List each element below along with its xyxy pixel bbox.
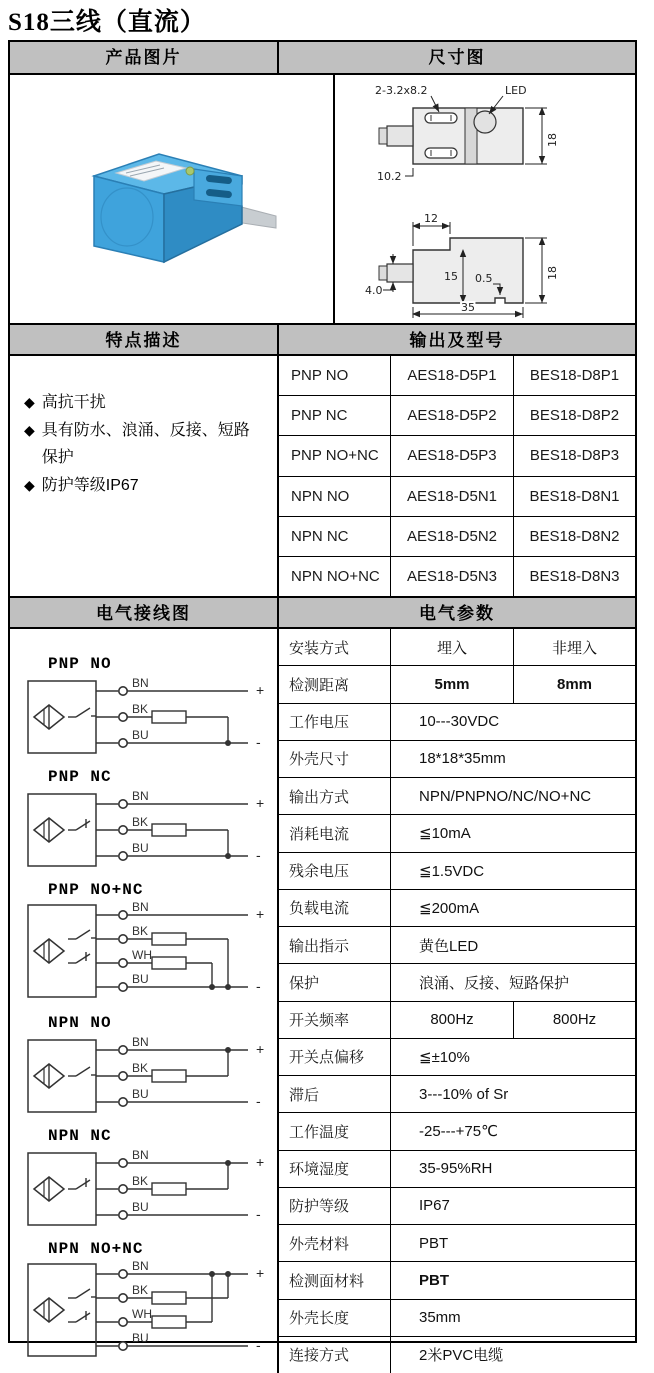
- wire-label: BK: [132, 1283, 149, 1297]
- terminal-circle: [119, 983, 127, 991]
- terminal-circle: [119, 1159, 127, 1167]
- led-dot: [186, 167, 194, 175]
- param-value: 800Hz: [552, 1011, 597, 1029]
- leader-offset: [405, 168, 413, 176]
- wiring-diagram-title: PNP NO: [48, 655, 112, 673]
- param-label: 外壳材料: [279, 1225, 391, 1261]
- terminal-circle: [119, 739, 127, 747]
- param-label: 输出方式: [279, 778, 391, 814]
- param-value: 8mm: [556, 675, 593, 693]
- terminal-circle: [119, 1072, 127, 1080]
- dim-label-length: 35: [461, 301, 475, 314]
- diamond-bullet-icon: ◆: [24, 422, 35, 439]
- param-value: PBT: [419, 1234, 449, 1252]
- header-features: 特点描述: [10, 325, 279, 354]
- param-label: 负载电流: [279, 890, 391, 926]
- param-row: [279, 853, 635, 890]
- output-type-cell: PNP NO: [279, 356, 391, 395]
- terminal-circle: [119, 1270, 127, 1278]
- wiring-diagram-svg: [20, 1258, 272, 1364]
- sensor-box: [28, 681, 96, 753]
- terminal-circle: [119, 1046, 127, 1054]
- terminal-circle: [119, 959, 127, 967]
- junction-dot: [225, 740, 231, 746]
- side-view-stub: [387, 264, 413, 282]
- param-value: ≦±10%: [419, 1048, 470, 1066]
- terminal-circle: [119, 1098, 127, 1106]
- diamond-bullet-icon: ◆: [24, 394, 35, 410]
- output-type-cell: PNP NO+NC: [279, 436, 391, 475]
- polarity-mark: -: [256, 1206, 261, 1222]
- wiring-diagram-npn-nc: [20, 1127, 277, 1236]
- junction-dot: [209, 1271, 215, 1277]
- header-row-2: [10, 323, 635, 356]
- header-wiring: 电气接线图: [10, 598, 279, 627]
- feature-list: [10, 356, 277, 500]
- model-row: [279, 517, 635, 557]
- sensor-box: [28, 1153, 96, 1225]
- param-label: 安装方式: [279, 629, 391, 665]
- param-row: [279, 1002, 635, 1039]
- feature-item: [24, 390, 261, 416]
- top-view-stub-cap: [379, 128, 387, 144]
- model-number-cell: AES18-D5P3: [391, 436, 514, 475]
- wire-label: BU: [132, 1087, 149, 1101]
- dim-label-inner-height: 15: [444, 270, 458, 283]
- param-label: 滞后: [279, 1076, 391, 1112]
- model-number-cell: AES18-D5N1: [391, 477, 514, 516]
- model-number-cell: AES18-D5N2: [391, 517, 514, 556]
- feature-item: [24, 473, 261, 499]
- polarity-mark: -: [256, 847, 261, 863]
- param-row: [279, 1113, 635, 1150]
- load-resistor: [152, 711, 186, 723]
- wiring-diagram-svg: [20, 1032, 272, 1118]
- model-number-cell: BES18-D8P3: [529, 447, 620, 465]
- junction-dot: [225, 1271, 231, 1277]
- param-value: 35mm: [419, 1309, 461, 1327]
- param-value: 10---30VDC: [419, 713, 500, 731]
- model-number-cell: AES18-D5P2: [391, 396, 514, 435]
- wiring-diagram-canvas: [20, 1032, 277, 1123]
- polarity-mark: +: [256, 682, 265, 698]
- junction-dot: [225, 853, 231, 859]
- wiring-diagram-svg: [20, 1145, 272, 1231]
- header-dimension: 尺寸图: [279, 42, 635, 73]
- wire-label: BU: [132, 728, 149, 742]
- output-type-cell: PNP NC: [279, 396, 391, 435]
- param-row: [279, 704, 635, 741]
- led-circle: [474, 111, 496, 133]
- model-number-cell: BES18-D8N2: [529, 527, 620, 545]
- terminal-circle: [119, 713, 127, 721]
- polarity-mark: +: [256, 1265, 265, 1281]
- param-label: 环境湿度: [279, 1151, 391, 1187]
- wire-label: BN: [132, 1148, 149, 1162]
- terminal-circle: [119, 1185, 127, 1193]
- wiring-diagram-pnp-nc: [20, 768, 277, 877]
- param-value: 2米PVC电缆: [419, 1347, 504, 1365]
- param-row: [279, 964, 635, 1001]
- param-label: 输出指示: [279, 927, 391, 963]
- load-resistor: [152, 1183, 186, 1195]
- header-row-3: [10, 596, 635, 629]
- dim-label-led: LED: [505, 84, 527, 97]
- param-value: 3---10% of Sr: [419, 1085, 509, 1103]
- wire-label: BK: [132, 1174, 149, 1188]
- terminal-circle: [119, 935, 127, 943]
- terminal-circle: [119, 852, 127, 860]
- product-photo: [10, 75, 335, 323]
- param-label: 残余电压: [279, 853, 391, 889]
- content-row-3: [10, 629, 635, 1373]
- wire-label: WH: [132, 1307, 152, 1321]
- polarity-mark: -: [256, 734, 261, 750]
- dimension-drawing: [335, 75, 635, 323]
- param-value: ≦10mA: [419, 825, 471, 843]
- param-value: -25---+75℃: [419, 1123, 498, 1141]
- wiring-diagram-canvas: [20, 673, 277, 764]
- param-label: 工作温度: [279, 1113, 391, 1149]
- param-value: NPN/PNPNO/NC/NO+NC: [419, 787, 592, 805]
- header-product-image: 产品图片: [10, 42, 279, 73]
- load-resistor: [152, 1316, 186, 1328]
- wire-label: BU: [132, 972, 149, 986]
- wire-label: BK: [132, 702, 149, 716]
- side-view-stub-cap: [379, 266, 387, 280]
- param-value: 黄色LED: [419, 937, 479, 955]
- wire-label: WH: [132, 948, 152, 962]
- output-type-cell: NPN NO+NC: [279, 557, 391, 596]
- wiring-diagram-svg: [20, 899, 272, 1005]
- model-row: [279, 477, 635, 517]
- polarity-mark: +: [256, 1154, 265, 1170]
- terminal-circle: [119, 1294, 127, 1302]
- wire-label: BN: [132, 1259, 149, 1273]
- load-resistor: [152, 933, 186, 945]
- param-label: 开关点偏移: [279, 1039, 391, 1075]
- terminal-circle: [119, 826, 127, 834]
- load-resistor: [152, 957, 186, 969]
- param-label: 连接方式: [279, 1337, 391, 1373]
- output-type-cell: NPN NC: [279, 517, 391, 556]
- param-row: [279, 890, 635, 927]
- wire-label: BK: [132, 1061, 149, 1075]
- param-value: 浪涌、反接、短路保护: [419, 974, 570, 992]
- param-row: [279, 927, 635, 964]
- wire-label: BU: [132, 1200, 149, 1214]
- param-label: 防护等级: [279, 1188, 391, 1224]
- parameter-table: [279, 629, 635, 1373]
- output-type-cell: NPN NO: [279, 477, 391, 516]
- slot-top: [425, 113, 457, 123]
- dim-label-step: 12: [424, 212, 438, 225]
- wiring-diagram-title: NPN NO: [48, 1014, 112, 1032]
- wiring-diagram-canvas: [20, 786, 277, 877]
- param-value: 18*18*35mm: [419, 750, 506, 768]
- feature-text: 具有防水、浪涌、反接、短路保护: [41, 422, 250, 466]
- param-value: 5mm: [391, 666, 514, 702]
- feature-item: [24, 418, 261, 471]
- param-value: PBT: [419, 1271, 449, 1289]
- param-row: [279, 1039, 635, 1076]
- param-value: 35-95%RH: [419, 1160, 493, 1178]
- top-view-stub: [387, 126, 413, 146]
- junction-dot: [209, 984, 215, 990]
- param-label: 开关频率: [279, 1002, 391, 1038]
- dim-label-cable-dia: 4.0: [365, 284, 383, 297]
- model-number-cell: BES18-D8P1: [529, 367, 620, 385]
- model-number-cell: AES18-D5P1: [391, 356, 514, 395]
- slot-bottom: [425, 148, 457, 158]
- param-row: [279, 1300, 635, 1337]
- wire-label: BN: [132, 900, 149, 914]
- wiring-diagram-npn-no: [20, 1014, 277, 1123]
- param-value: 埋入: [391, 629, 514, 665]
- param-row: [279, 741, 635, 778]
- param-row: [279, 1151, 635, 1188]
- param-row: [279, 815, 635, 852]
- wire-label: BN: [132, 676, 149, 690]
- wiring-diagram-npn-no-nc: [20, 1240, 277, 1369]
- model-number-cell: BES18-D8N3: [529, 567, 620, 585]
- model-number-cell: AES18-D5N3: [391, 557, 514, 596]
- content-row-1: [10, 75, 635, 323]
- feature-text: 高抗干扰: [41, 394, 106, 411]
- terminal-circle: [119, 911, 127, 919]
- sensor-box: [28, 905, 96, 997]
- junction-dot: [225, 984, 231, 990]
- header-models: 输出及型号: [279, 325, 635, 354]
- param-label: 外壳长度: [279, 1300, 391, 1336]
- dim-label-height-side: 18: [546, 266, 559, 280]
- header-row-1: [10, 42, 635, 75]
- feature-text: 防护等级IP67: [41, 477, 139, 495]
- param-value: ≦1.5VDC: [419, 862, 485, 880]
- param-row: [279, 1188, 635, 1225]
- sensor-box: [28, 1264, 96, 1356]
- wire-label: BU: [132, 1331, 149, 1345]
- wiring-diagram-canvas: [20, 1258, 277, 1369]
- sensor-photo-illustration: [64, 124, 279, 274]
- terminal-circle: [119, 1318, 127, 1326]
- param-row: [279, 666, 635, 703]
- dim-label-slots: 2-3.2x8.2: [375, 84, 428, 97]
- wiring-diagram-title: PNP NC: [48, 768, 112, 786]
- side-view-body: [413, 238, 523, 303]
- model-row: [279, 356, 635, 396]
- param-row: [279, 1076, 635, 1113]
- polarity-mark: -: [256, 1093, 261, 1109]
- model-row: [279, 557, 635, 596]
- wiring-diagram-svg: [20, 673, 272, 759]
- param-value: ≦200mA: [419, 899, 480, 917]
- param-row: [279, 1225, 635, 1262]
- polarity-mark: -: [256, 1337, 261, 1353]
- param-value: 非埋入: [551, 639, 597, 657]
- model-number-cell: BES18-D8N1: [529, 487, 620, 505]
- param-label: 工作电压: [279, 704, 391, 740]
- terminal-circle: [119, 1342, 127, 1350]
- polarity-mark: +: [256, 1041, 265, 1057]
- junction-dot: [225, 1160, 231, 1166]
- polarity-mark: -: [256, 978, 261, 994]
- param-label: 外壳尺寸: [279, 741, 391, 777]
- load-resistor: [152, 824, 186, 836]
- wiring-diagram-svg: [20, 786, 272, 872]
- wire-label: BN: [132, 1035, 149, 1049]
- param-label: 保护: [279, 964, 391, 1000]
- param-row: [279, 1337, 635, 1373]
- spec-table: [8, 40, 637, 1365]
- wire-label: BK: [132, 924, 149, 938]
- wiring-diagram-title: NPN NC: [48, 1127, 112, 1145]
- sensor-box: [28, 1040, 96, 1112]
- content-row-2: [10, 356, 635, 596]
- param-label: 消耗电流: [279, 815, 391, 851]
- terminal-circle: [119, 687, 127, 695]
- wiring-diagram-canvas: [20, 899, 277, 1010]
- polarity-mark: +: [256, 795, 265, 811]
- wiring-diagram-pnp-no: [20, 655, 277, 764]
- page-title: S18三线（直流）: [8, 9, 206, 36]
- wire-label: BN: [132, 789, 149, 803]
- param-row: [279, 1262, 635, 1299]
- load-resistor: [152, 1292, 186, 1304]
- sensor-raised-block: [194, 169, 242, 206]
- model-table: [279, 356, 635, 596]
- polarity-mark: +: [256, 906, 265, 922]
- wiring-diagram-list: [10, 629, 277, 1373]
- wiring-diagram-canvas: [20, 1145, 277, 1236]
- sensor-box: [28, 794, 96, 866]
- param-value: IP67: [419, 1197, 450, 1215]
- dim-label-height-top: 18: [546, 133, 559, 147]
- wire-label: BU: [132, 841, 149, 855]
- terminal-circle: [119, 800, 127, 808]
- param-row: [279, 778, 635, 815]
- dim-label-offset: 10.2: [377, 170, 402, 183]
- model-number-cell: BES18-D8P2: [529, 407, 620, 425]
- wiring-diagram-title: PNP NO+NC: [48, 881, 144, 899]
- junction-dot: [225, 1047, 231, 1053]
- param-label: 检测面材料: [279, 1262, 391, 1298]
- wire-label: BK: [132, 815, 149, 829]
- dim-label-notch: 0.5: [475, 272, 493, 285]
- param-row: [279, 629, 635, 666]
- param-label: 检测距离: [279, 666, 391, 702]
- terminal-circle: [119, 1211, 127, 1219]
- diamond-bullet-icon: ◆: [24, 477, 35, 494]
- param-value: 800Hz: [391, 1002, 514, 1038]
- load-resistor: [152, 1070, 186, 1082]
- model-row: [279, 436, 635, 476]
- dimension-drawing-svg: [335, 78, 635, 320]
- wiring-diagram-pnp-no-nc: [20, 881, 277, 1010]
- wiring-diagram-title: NPN NO+NC: [48, 1240, 144, 1258]
- model-row: [279, 396, 635, 436]
- header-parameters: 电气参数: [279, 598, 635, 627]
